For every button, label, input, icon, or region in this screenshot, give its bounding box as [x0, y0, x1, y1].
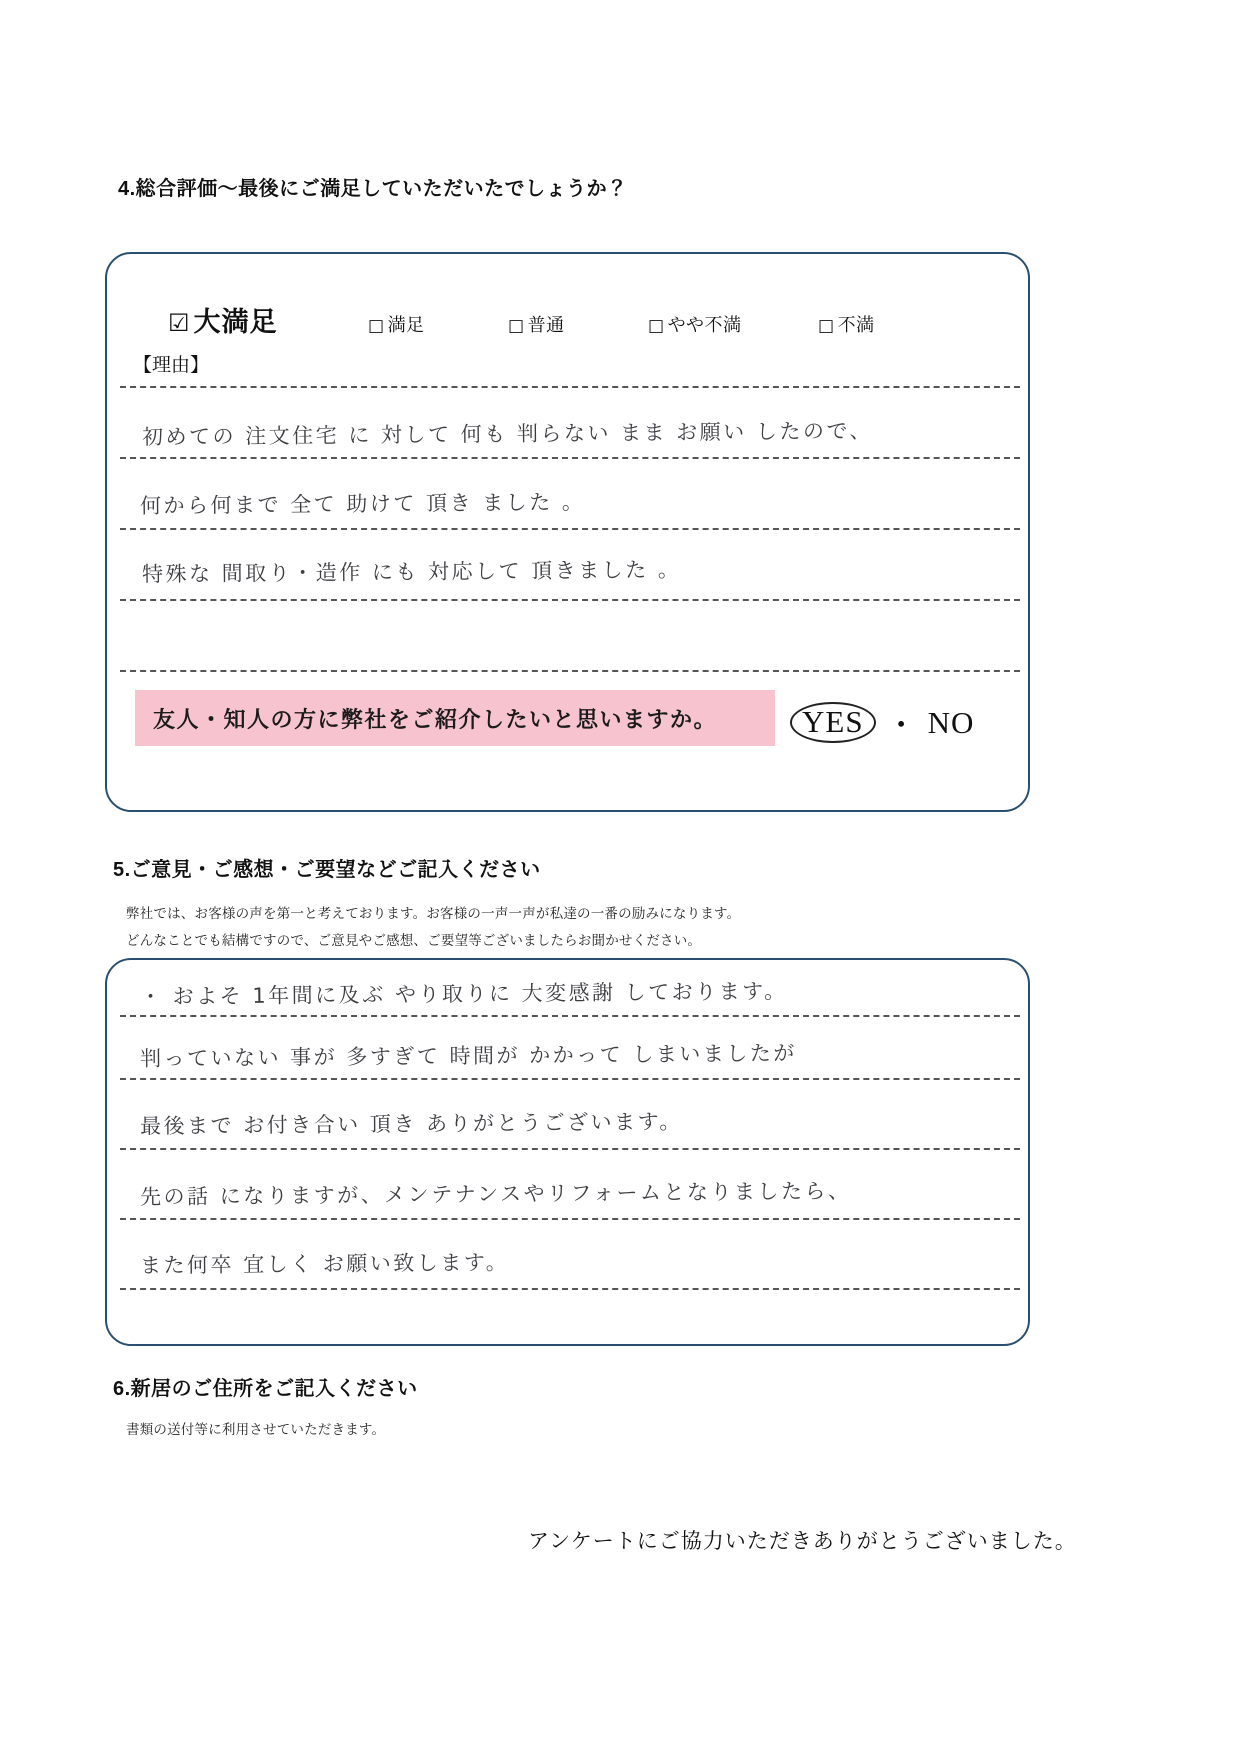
footer-thanks: アンケートにご協力いただきありがとうございました。	[528, 1529, 1077, 1553]
checkbox-manzoku-icon[interactable]: □	[368, 316, 385, 336]
q5-rule-3	[120, 1148, 1020, 1150]
q5-rule-2	[120, 1078, 1020, 1080]
reason-handwriting-line-1: 初めての 注文住宅 に 対して 何も 判らない まま お願い したので、	[141, 418, 874, 450]
referral-no-option[interactable]: NO	[927, 704, 975, 740]
option-manzoku-label: 満足	[387, 315, 425, 335]
referral-separator: ・	[885, 708, 918, 743]
q5-rule-4	[120, 1218, 1020, 1220]
reason-rule-2	[120, 457, 1020, 459]
option-yayafuman[interactable]	[648, 311, 818, 337]
option-manzoku[interactable]	[368, 311, 508, 337]
question-5-note-1: 弊社では、お客様の声を第一と考えております。お客様の一声一声が私達の一番の励みになります。	[126, 906, 741, 921]
option-futsuu-label: 普通	[527, 315, 565, 335]
reason-handwriting-line-3: 特殊な 間取り・造作 にも 対応して 頂きました 。	[141, 557, 682, 587]
reason-label: 【理由】	[133, 355, 210, 376]
question-6-heading: 6.新居のご住所をご記入ください	[113, 1378, 418, 1400]
question-4-heading: 4.総合評価〜最後にご満足していただいたでしょうか？	[118, 178, 628, 200]
checkbox-yayafuman-icon[interactable]: □	[648, 316, 665, 336]
reason-rule-1	[120, 386, 1020, 388]
question-6-note: 書類の送付等に利用させていただきます。	[126, 1422, 386, 1437]
option-yayafuman-label: やや不満	[667, 315, 742, 335]
checkbox-daimanzoku-icon[interactable]: ☑	[168, 309, 191, 337]
question-5-heading: 5.ご意見・ご感想・ご要望などご記入ください	[113, 859, 541, 881]
reason-rule-4	[120, 599, 1020, 601]
q5-handwriting-line-5: また何卒 宜しく お願い致します。	[139, 1250, 510, 1278]
option-daimanzoku[interactable]	[168, 300, 368, 339]
option-fuman-label: 不満	[837, 315, 875, 335]
referral-question-band	[135, 690, 775, 746]
reason-handwriting-line-2: 何から何まで 全て 助けて 頂き ました 。	[139, 490, 586, 518]
checkbox-fuman-icon[interactable]: □	[818, 316, 835, 336]
q5-handwriting-line-1: ・ およそ 1年間に及ぶ やり取りに 大変感謝 しております。	[139, 979, 788, 1009]
satisfaction-options	[168, 300, 988, 339]
reason-rule-3	[120, 528, 1020, 530]
q5-rule-5	[120, 1288, 1020, 1290]
referral-answer[interactable]	[790, 700, 974, 745]
q5-handwriting-line-4: 先の話 になりますが、メンテナンスやリフォームとなりましたら、	[139, 1178, 852, 1210]
q5-handwriting-line-2: 判っていない 事が 多すぎて 時間が かかって しまいましたが	[139, 1041, 797, 1071]
q5-rule-1	[120, 1015, 1020, 1017]
question-5-note-2: どんなことでも結構ですので、ご意見やご感想、ご要望等ございましたらお聞かせください。	[126, 933, 702, 948]
option-futsuu[interactable]	[508, 311, 648, 337]
referral-question-text: 友人・知人の方に弊社をご紹介したいと思いますか。	[153, 706, 718, 732]
option-daimanzoku-label: 大満足	[193, 307, 278, 337]
referral-yes-option[interactable]: YES	[790, 702, 876, 743]
option-fuman[interactable]	[818, 311, 948, 337]
reason-rule-5	[120, 670, 1020, 672]
checkbox-futsuu-icon[interactable]: □	[508, 316, 525, 336]
q5-handwriting-line-3: 最後まで お付き合い 頂き ありがとうございます。	[139, 1109, 683, 1139]
